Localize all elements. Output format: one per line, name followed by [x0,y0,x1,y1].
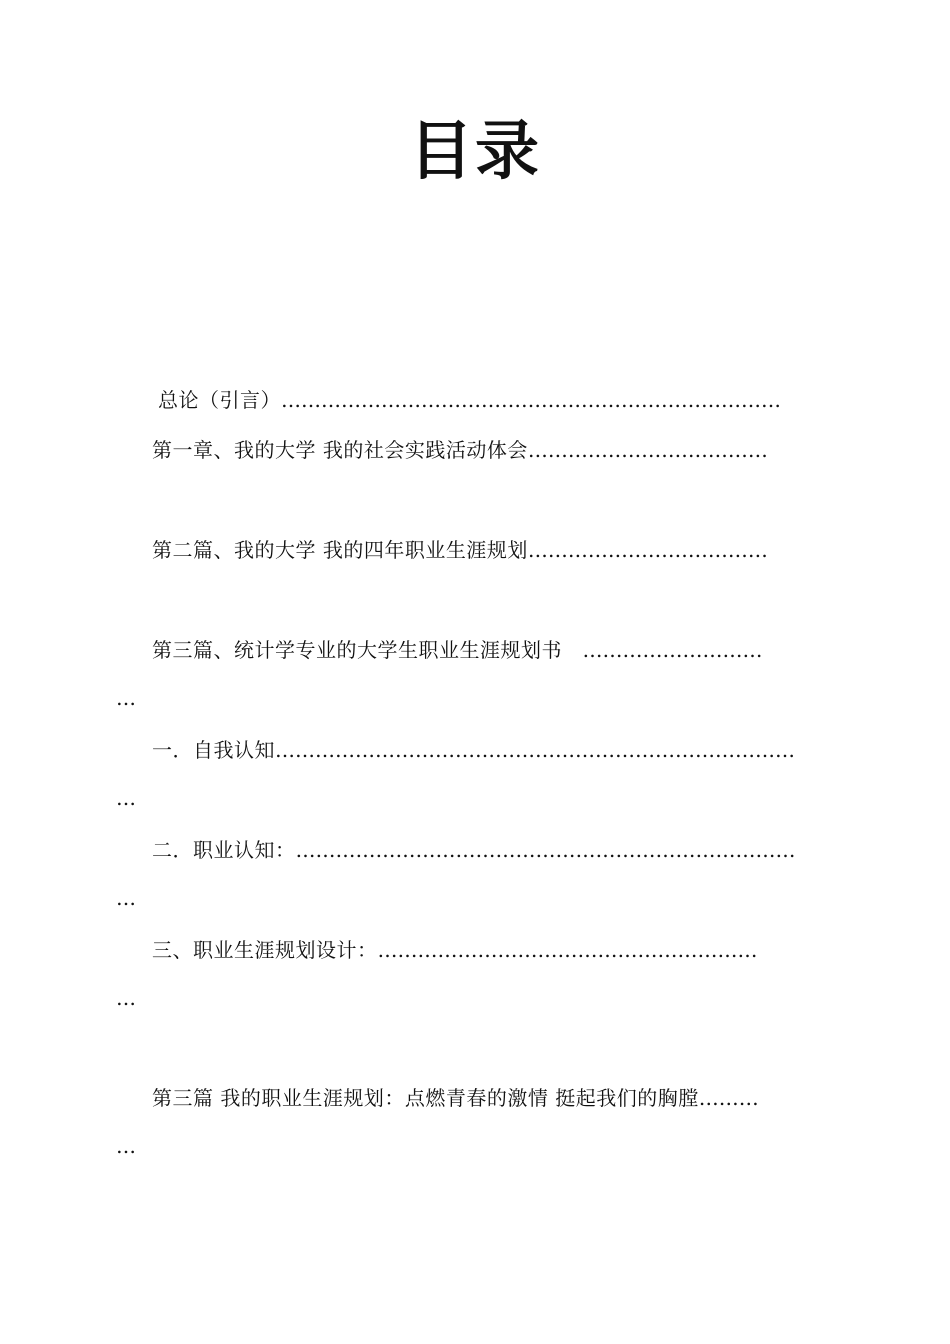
toc-entry-self-awareness[interactable] [152,736,795,764]
toc-leader-dots: ……………………………… [527,538,768,562]
toc-leader-continuation: … [116,1134,136,1158]
toc-entry-label: 第二篇、我的大学 我的四年职业生涯规划 [152,538,528,562]
page-title: 目录 [409,115,541,189]
toc-leader-dots: ………………………………………………………………… [295,838,796,862]
toc-entry-label: 第三篇 我的职业生涯规划：点燃青春的激情 挺起我们的胸膛 [152,1086,699,1110]
toc-entry-career-awareness[interactable] [152,836,796,864]
toc-entry-label: 三、职业生涯规划设计： [152,938,378,962]
toc-entry-part-2[interactable] [152,536,768,564]
toc-entry-label: 一．自我认知 [152,738,275,762]
toc-entry-label: 第三篇、统计学专业的大学生职业生涯规划书 [152,638,583,662]
toc-entry-label: 二．职业认知： [152,838,296,862]
toc-leader-dots: ………………………………………………… [377,938,758,962]
toc-entry-career-plan-design[interactable] [152,936,758,964]
toc-leader-dots: ………………………………………………………………… [281,388,781,412]
toc-leader-dots: …………………………………………………………………… [275,738,795,762]
toc-leader-continuation: … [116,686,136,710]
toc-entry-label: 第一章、我的大学 我的社会实践活动体会 [152,438,528,462]
toc-entry-label: 总论（引言） [158,388,281,412]
toc-entry-part-3-statistics[interactable] [152,636,763,664]
toc-leader-dots: ……………………………… [527,438,768,462]
toc-entry-introduction[interactable] [158,386,781,414]
toc-leader-dots: ……… [698,1086,759,1110]
toc-leader-continuation: … [116,786,136,810]
toc-entry-part-3-career-plan[interactable] [152,1084,759,1112]
toc-leader-continuation: … [116,886,136,910]
toc-leader-continuation: … [116,986,136,1010]
toc-leader-dots: ……………………… [582,638,763,662]
toc-entry-chapter-1[interactable] [152,436,768,464]
